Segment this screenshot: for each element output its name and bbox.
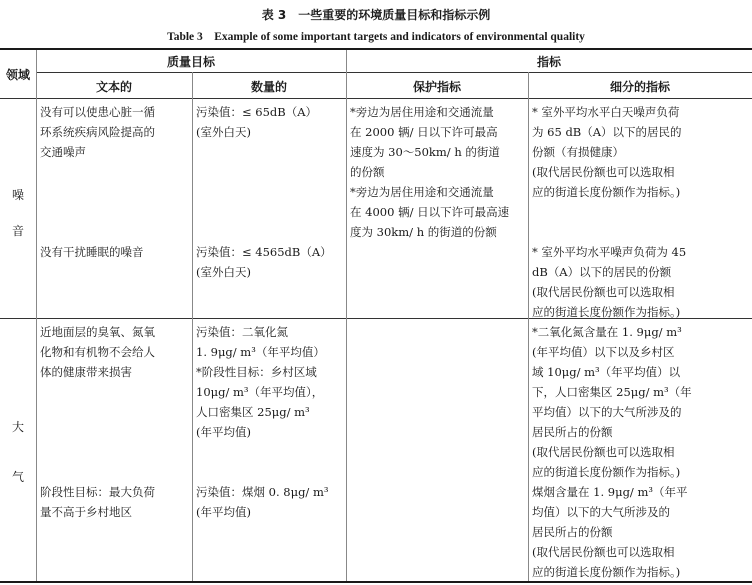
cell-line: 没有可以使患心脏一循 [40,105,155,119]
cell-line: 在 2000 辆/ 日以下许可最高 [350,125,498,139]
cell-line: (年平均值）以下以及乡村区 [532,345,675,359]
domain-noise-char-2: 音 [12,224,25,238]
header-indicator: 指标 [536,55,561,69]
cell-line: 为 65 dB（A）以下的居民的 [532,125,682,139]
cell-line: *旁边为居住用途和交通流量 [350,105,494,119]
protect-detail-divider [528,72,529,581]
cell-line: 体的健康带来损害 [40,365,132,379]
row-1-protect-indicator [350,102,526,242]
cell-line: 环系统疾病风险提高的 [40,125,155,139]
cell-line: 应的街道长度份额作为指标。) [532,565,681,579]
cell-line: 阶段性目标：最大负荷 [40,485,155,499]
table-caption-chinese: 表 3 一些重要的环境质量目标和指标示例 [261,8,491,22]
cell-line: 污染值：≤ 4565dB（A） [196,245,332,259]
cell-line: 没有干扰睡眠的噪音 [40,245,144,259]
table-caption-english: Table 3 Example of some important targets and indicators of environmental quality [167,31,585,43]
domain-column-divider [36,50,37,581]
cell-line: 应的街道长度份额作为指标。) [532,465,681,479]
cell-line: * 室外平均水平白天噪声负荷 [532,105,680,119]
cell-line: 域 10μg/ m³（年平均值）以 [532,365,681,379]
row-2-text-target [40,242,190,262]
cell-line: (取代居民份额也可以选取相 [532,545,675,559]
row-1-number-target [196,102,344,142]
cell-line: 污染值：二氧化氮 [196,325,288,339]
cell-line: 平均值）以下的大气所涉及的 [532,405,682,419]
header-quality-target: 质量目标 [166,55,215,69]
domain-air-char-2: 气 [12,470,25,484]
cell-line: (取代居民份额也可以选取相 [532,285,675,299]
row-3-text-target [40,322,190,382]
cell-line: 量不高于乡村地区 [40,505,132,519]
header-bottom-divider [0,98,752,99]
group-header-divider [36,72,752,73]
cell-line: (室外白天) [196,125,251,139]
target-indicator-divider [346,50,347,581]
cell-line: (取代居民份额也可以选取相 [532,445,675,459]
cell-line: 居民所占的份额 [532,525,613,539]
text-number-divider [192,72,193,581]
cell-line: dB（A）以下的居民的份额 [532,265,672,279]
cell-line: *旁边为居住用途和交通流量 [350,185,494,199]
domain-noise-char-1: 噪 [12,188,25,202]
cell-line: 近地面层的臭氧、氮氧 [40,325,155,339]
row-2-detail-indicator [532,242,750,322]
cell-line: 度为 30km/ h 的街道的份额 [350,225,497,239]
cell-line: * 室外平均水平噪声负荷为 45 [532,245,687,259]
row-4-number-target [196,482,344,522]
cell-line: 污染值：煤烟 0. 8μg/ m³ [196,485,329,499]
row-1-detail-indicator [532,102,750,202]
cell-line: 污染值：≤ 65dB（A） [196,105,318,119]
row-2-number-target [196,242,344,282]
cell-line: 人口密集区 25μg/ m³ [196,405,310,419]
row-4-detail-indicator [532,482,750,582]
cell-line: 均值）以下的大气所涉及的 [532,505,670,519]
cell-line: 应的街道长度份额作为指标。) [532,185,681,199]
header-detail-indicator: 细分的指标 [609,80,670,94]
row-3-detail-indicator [532,322,750,482]
header-protect-indicator: 保护指标 [412,80,461,94]
cell-line: 下，人口密集区 25μg/ m³（年 [532,385,692,399]
cell-line: (年平均值) [196,505,251,519]
cell-line: 居民所占的份额 [532,425,613,439]
cell-line: 速度为 30～50km/ h 的街道 [350,145,500,159]
header-number-target: 数量的 [250,80,287,94]
cell-line: 10μg/ m³（年平均值）， [196,385,324,399]
row-1-text-target [40,102,190,162]
cell-line: 的份额 [350,165,385,179]
cell-line: 应的街道长度份额作为指标。) [532,305,681,319]
cell-line: 在 4000 辆/ 日以下许可最高速 [350,205,510,219]
header-text-target: 文本的 [95,80,132,94]
cell-line: 1. 9μg/ m³（年平均值） [196,345,325,359]
cell-line: 化物和有机物不会给人 [40,345,155,359]
cell-line: (取代居民份额也可以选取相 [532,165,675,179]
row-3-number-target [196,322,344,442]
cell-line: 交通噪声 [40,145,86,159]
domain-air-char-1: 大 [12,420,25,434]
cell-line: 份额（有损健康） [532,145,624,159]
row-4-text-target [40,482,190,522]
cell-line: *阶段性目标：乡村区域 [196,365,317,379]
top-rule [0,48,752,50]
cell-line: (年平均值) [196,425,251,439]
header-domain: 领域 [5,68,30,82]
cell-line: *二氧化氮含量在 1. 9μg/ m³ [532,325,682,339]
cell-line: (室外白天) [196,265,251,279]
cell-line: 煤烟含量在 1. 9μg/ m³（年平 [532,485,688,499]
